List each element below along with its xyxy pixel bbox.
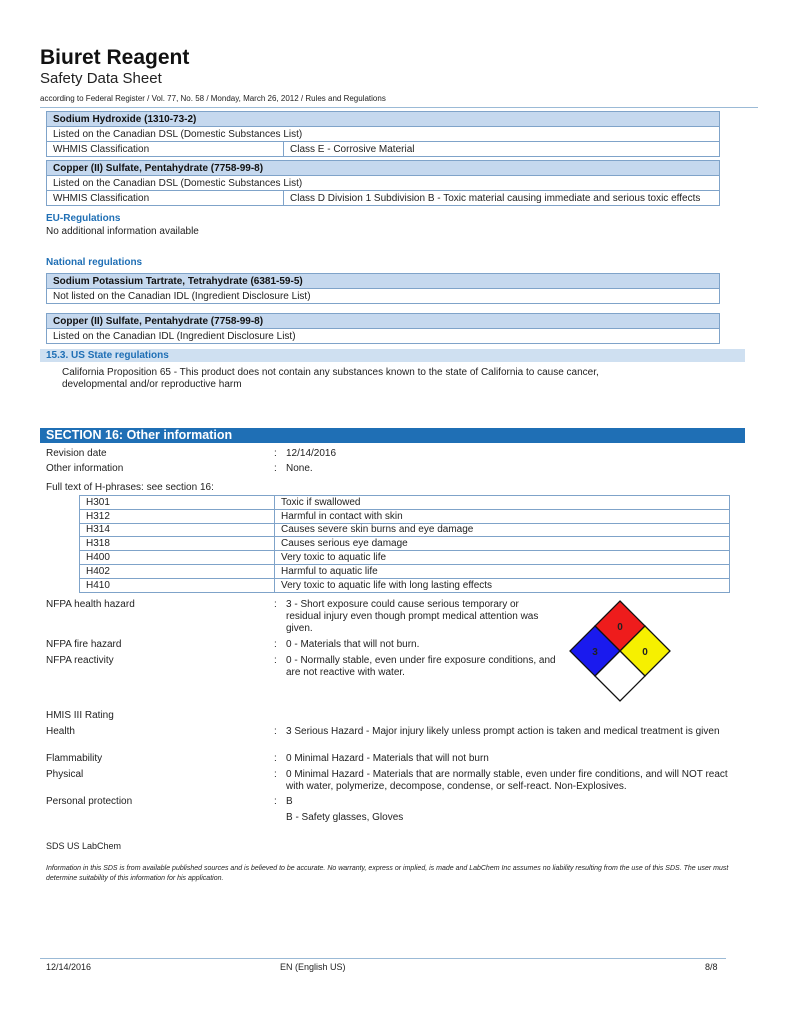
nfpa-reactivity-value: 0 - Normally stable, even under fire exposure conditions, and are not reactive with water. xyxy=(286,655,556,678)
colon: : xyxy=(274,639,277,650)
hmis-physical-value: 0 Minimal Hazard - Materials that are normally stable, even under fire conditions, and will NOT react with water, polymerize, decompose, condense, or self-react. Non-Explosives. xyxy=(286,769,728,792)
colon: : xyxy=(274,753,277,764)
colon: : xyxy=(274,726,277,737)
sds-source: SDS US LabChem xyxy=(46,841,122,851)
nfpa-fire-label: NFPA fire hazard xyxy=(46,639,122,650)
footer-language: EN (English US) xyxy=(280,962,346,972)
listing: Listed on the Canadian DSL (Domestic Substances List) xyxy=(47,127,720,142)
colon: : xyxy=(274,448,277,459)
hphrase-row xyxy=(80,564,730,578)
hphrase-code: H410 xyxy=(80,578,275,592)
header-divider xyxy=(40,107,758,108)
colon: : xyxy=(274,655,277,666)
hphrase-text: Causes severe skin burns and eye damage xyxy=(275,523,730,537)
hmis-flammability-value: 0 Minimal Hazard - Materials that will not burn xyxy=(286,753,489,764)
state-regulations-heading: 15.3. US State regulations xyxy=(40,349,745,362)
national-table-tartrate xyxy=(46,273,720,304)
canada-table-sodium-hydroxide xyxy=(46,111,720,157)
hphrase-text: Very toxic to aquatic life with long lasting effects xyxy=(275,578,730,592)
substance-name: Copper (II) Sulfate, Pentahydrate (7758-99-8) xyxy=(47,161,720,176)
nfpa-fire-rating: 0 xyxy=(617,622,623,633)
hmis-heading: HMIS III Rating xyxy=(46,710,114,721)
hphrase-row xyxy=(80,537,730,551)
nfpa-fire-value: 0 - Materials that will not burn. xyxy=(286,639,420,650)
nfpa-health-value: 3 - Short exposure could cause serious temporary or residual injury even though prompt medical attention was given. xyxy=(286,599,539,634)
hphrase-row xyxy=(80,523,730,537)
regulation-reference: according to Federal Register / Vol. 77, No. 58 / Monday, March 26, 2012 / Rules and Regulations xyxy=(40,94,386,103)
whmis-label: WHMIS Classification xyxy=(47,191,284,206)
hphrase-code: H402 xyxy=(80,564,275,578)
hmis-flammability-label: Flammability xyxy=(46,753,103,764)
listing: Not listed on the Canadian IDL (Ingredient Disclosure List) xyxy=(47,289,720,304)
eu-text: No additional information available xyxy=(46,226,199,237)
eu-heading: EU-Regulations xyxy=(46,213,121,224)
hphrases-label: Full text of H-phrases: see section 16: xyxy=(46,482,214,493)
hphrase-text: Very toxic to aquatic life xyxy=(275,551,730,565)
hphrase-code: H314 xyxy=(80,523,275,537)
whmis-value: Class D Division 1 Subdivision B - Toxic material causing immediate and serious toxic effects xyxy=(284,191,720,206)
revision-date-value: 12/14/2016 xyxy=(286,448,337,459)
colon: : xyxy=(274,599,277,610)
hmis-health-value: 3 Serious Hazard - Major injury likely unless prompt action is taken and medical treatment is given xyxy=(286,726,720,737)
hphrase-row xyxy=(80,509,730,523)
hphrase-text: Harmful in contact with skin xyxy=(275,509,730,523)
colon: : xyxy=(274,796,277,807)
nfpa-health-label: NFPA health hazard xyxy=(46,599,135,610)
hphrase-code: H400 xyxy=(80,551,275,565)
hphrase-text: Harmful to aquatic life xyxy=(275,564,730,578)
substance-name: Sodium Potassium Tartrate, Tetrahydrate (6381-59-5) xyxy=(47,274,720,289)
hmis-health-label: Health xyxy=(46,726,75,737)
national-table-copper-sulfate xyxy=(46,313,720,344)
document-title: Biuret Reagent xyxy=(40,46,190,69)
state-regulations-text: California Proposition 65 - This product does not contain any substances known to the state of California to cause cancer, developmental and/or reproductive harm xyxy=(62,367,599,390)
substance-name: Copper (II) Sulfate, Pentahydrate (7758-99-8) xyxy=(47,314,720,329)
document-subtitle: Safety Data Sheet xyxy=(40,70,162,87)
national-heading: National regulations xyxy=(46,257,143,268)
whmis-value: Class E - Corrosive Material xyxy=(284,142,720,157)
hphrase-text: Causes serious eye damage xyxy=(275,537,730,551)
ppe-label: Personal protection xyxy=(46,796,133,807)
canada-table-copper-sulfate xyxy=(46,160,720,206)
disclaimer: Information in this SDS is from available published sources and is believed to be accurate. No warranty, express or implied, is made and LabChem Inc assumes no liability resulting from the use of this SDS. The user must determine suitability of this information for his application. xyxy=(46,865,729,882)
nfpa-health-rating: 3 xyxy=(592,647,598,658)
ppe-description: B - Safety glasses, Gloves xyxy=(286,812,404,823)
revision-date-label: Revision date xyxy=(46,448,107,459)
nfpa-reactivity-label: NFPA reactivity xyxy=(46,655,114,666)
hphrase-code: H318 xyxy=(80,537,275,551)
nfpa-reactivity-rating: 0 xyxy=(642,647,648,658)
substance-name: Sodium Hydroxide (1310-73-2) xyxy=(47,112,720,127)
colon: : xyxy=(274,769,277,780)
hphrase-row xyxy=(80,578,730,592)
hphrase-row xyxy=(80,551,730,565)
hphrase-text: Toxic if swallowed xyxy=(275,496,730,510)
other-info-label: Other information xyxy=(46,463,124,474)
ppe-value: B xyxy=(286,796,293,807)
listing: Listed on the Canadian IDL (Ingredient Disclosure List) xyxy=(47,329,720,344)
hphrase-code: H301 xyxy=(80,496,275,510)
footer-divider xyxy=(40,958,726,959)
colon: : xyxy=(274,463,277,474)
hmis-physical-label: Physical xyxy=(46,769,84,780)
whmis-label: WHMIS Classification xyxy=(47,142,284,157)
hphrase-code: H312 xyxy=(80,509,275,523)
nfpa-diamond xyxy=(566,598,674,704)
hphrase-row xyxy=(80,496,730,510)
listing: Listed on the Canadian DSL (Domestic Substances List) xyxy=(47,176,720,191)
footer-date: 12/14/2016 xyxy=(46,962,92,972)
other-info-value: None. xyxy=(286,463,313,474)
footer-page-number: 8/8 xyxy=(705,962,718,972)
hphrases-table xyxy=(79,495,730,593)
section-16-header: SECTION 16: Other information xyxy=(40,428,745,443)
